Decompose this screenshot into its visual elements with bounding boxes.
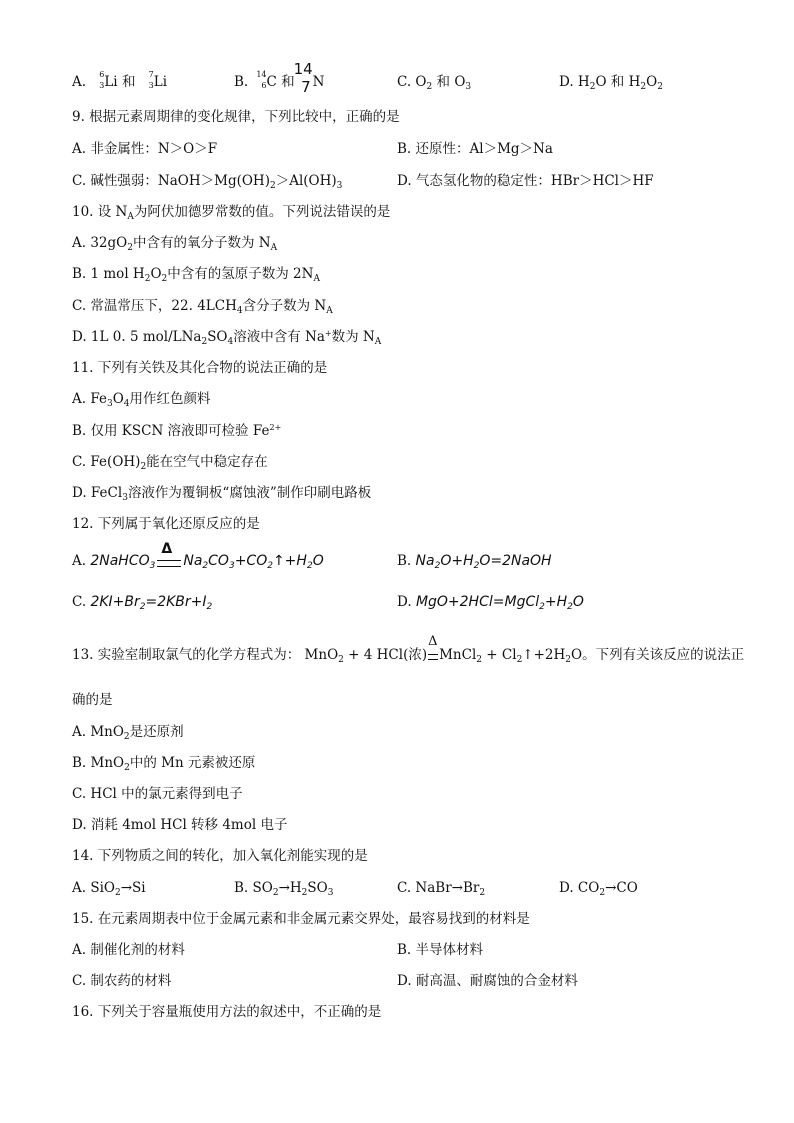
q15-option-b: B. 半导体材料 (397, 942, 484, 958)
q10-option-c: C. 常温常压下，22. $4LCH_4$含分子数为 $N_A$ (72, 298, 333, 316)
q9-stem: 9. 根据元素周期律的变化规律，下列比较中，正确的是 (72, 109, 400, 125)
q14-option-a: A. SiO$_2$→Si (72, 880, 146, 898)
q9-option-c: C. 碱性强弱：$NaOH>Mg(OH)_2>Al(OH)_3$ (72, 173, 343, 191)
q13-option-c: C. HCl 中的氯元素得到电子 (72, 786, 243, 802)
q11-option-a: A. $Fe_3O_4$用作红色颜料 (72, 391, 211, 409)
q8-option-c: C. $O_2$ 和 $O_3$ (397, 74, 472, 92)
q9-option-b: B. 还原性：Al＞Mg＞Na (397, 141, 553, 157)
q12-stem: 12. 下列属于氧化还原反应的是 (72, 516, 260, 532)
q16-stem: 16. 下列关于容量瓶使用方法的叙述中，不正确的是 (72, 1004, 382, 1020)
q11-option-b: B. 仅用 KSCN 溶液即可检验 $Fe^{2+}$ (72, 423, 282, 439)
q9-option-a: A. 非金属性：N＞O＞F (72, 141, 218, 157)
q13-stem-line2: 确的是 (72, 692, 113, 708)
q15-option-a: A. 制催化剂的材料 (72, 942, 185, 958)
q8-option-b: B. 14 6 C 和 14 7 N (234, 60, 325, 96)
q10-option-b: B. 1 mol $H_2O_2$中含有的氢原子数为 $2N_A$ (72, 266, 320, 284)
q14-stem: 14. 下列物质之间的转化，加入氧化剂能实现的是 (72, 848, 368, 864)
q13-option-a: A. MnO$_2$是还原剂 (72, 724, 184, 742)
heat-equals-sign: Δ (427, 645, 439, 665)
q15-option-d: D. 耐高温、耐腐蚀的合金材料 (397, 973, 578, 989)
q13-option-d: D. 消耗 4mol HCl 转移 4mol 电子 (72, 817, 288, 833)
q14-option-c: C. $NaBr\to Br_2$ (397, 880, 486, 898)
q10-option-d: D. 1L 0. 5 mol/$LNa_2SO_4$溶液中含有 Na+数为 $N_A$ (72, 329, 382, 347)
q15-stem: 15. 在元素周期表中位于金属元素和非金属元素交界处，最容易找到的材料是 (72, 911, 530, 927)
q12-option-d: D. $MgO+2HCl=MgCl_2+H_2O$ (397, 594, 584, 612)
q10-option-a: A. $32gO_2$中含有的氧分子数为 $N_A$ (72, 235, 278, 253)
q11-option-c: C. $Fe(OH)_2$能在空气中稳定存在 (72, 454, 268, 472)
q13-option-b: B. MnO$_2$中的 Mn 元素被还原 (72, 755, 256, 773)
q15-option-c: C. 制农药的材料 (72, 973, 172, 989)
q9-option-d: D. 气态氢化物的稳定性：HBr＞HCl＞HF (397, 173, 654, 189)
q10-stem: 10. 设 $N_A$为阿伏加德罗常数的值。下列说法错误的是 (72, 204, 391, 222)
q13-stem: 13. 实验室制取氯气的化学方程式为： MnO$_2$ + 4 HCl(浓) Δ MnCl$_2$ + $Cl_2↑+2H_2O$。下列有关该反应的说法正 (72, 634, 745, 665)
heat-equals-sign: Δ (155, 551, 183, 571)
q14-option-d: D. $CO_2\to CO$ (559, 880, 638, 898)
q12-option-c: C. $2KI+Br_2=2KBr+I_2$ (72, 594, 213, 612)
q12-option-b: B. $Na_2O+H_2O=2NaOH$ (397, 553, 552, 571)
q11-option-d: D. FeCl$_3$溶液作为覆铜板“腐蚀液”制作印刷电路板 (72, 485, 372, 503)
q14-option-b: B. $SO_2\to H_2SO_3$ (234, 880, 334, 898)
q12-option-a: A. 2NaHCO$_3$ Δ $Na_2CO_3+CO_2↑+H_2O$ (72, 541, 324, 571)
q11-stem: 11. 下列有关铁及其化合物的说法正确的是 (72, 360, 328, 376)
q8-option-a: A. 6 3 Li 和 7 3 Li (72, 70, 168, 90)
q8-option-d: D. $H_2O$ 和 $H_2O_2$ (559, 74, 663, 92)
